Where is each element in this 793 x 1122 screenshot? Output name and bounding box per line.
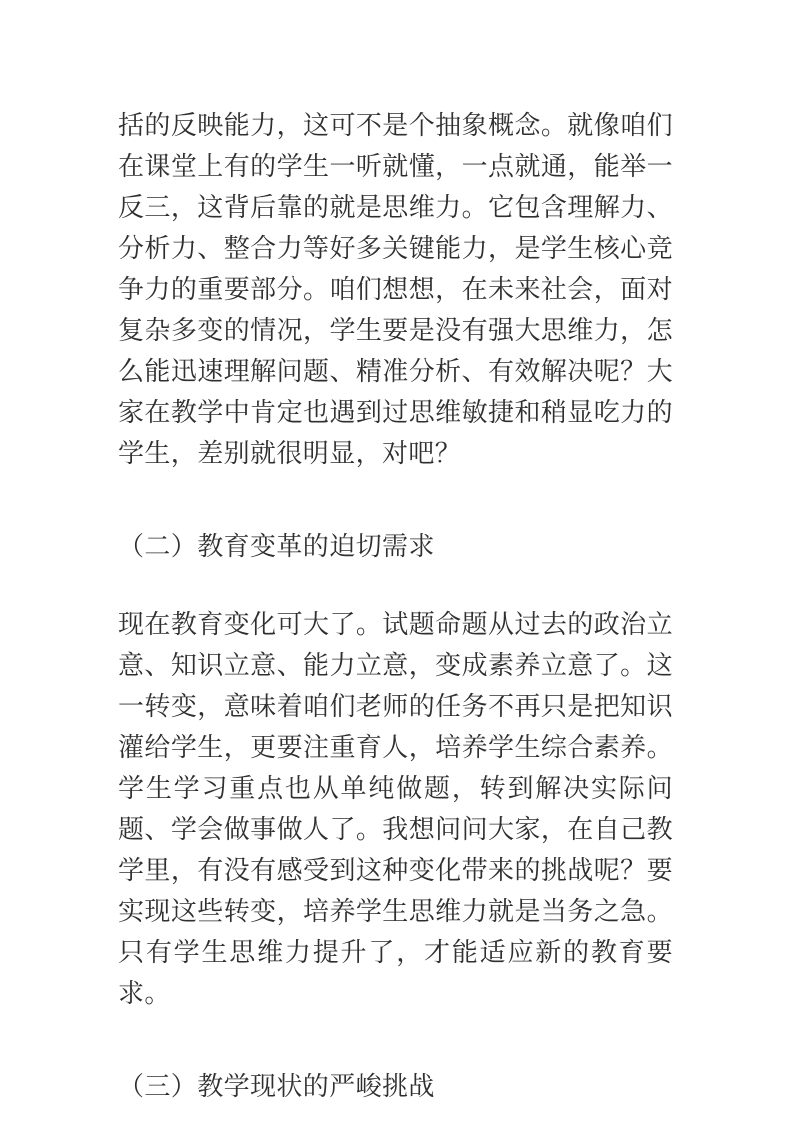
section-heading-3: （三）教学现状的严峻挑战 — [118, 1071, 435, 1101]
body-paragraph-1: 括的反映能力，这可不是个抽象概念。就像咱们在课堂上有的学生一听就懂，一点就通，能举一反三，这背后靠的就是思维力。它包含理解力、分析力、整合力等好多关键能力，是学生核心竞争力的重要部分。咱们想想，在未来社会，面对复杂多变的情况，学生要是没有强大思维力，怎么能迅速理解问题、精准分析、有效解决呢？大家在教学中肯定也遇到过思维敏捷和稍显吃力的学生，差别就很明显，对吧？ — [118, 110, 673, 468]
body-paragraph-2: 现在教育变化可大了。试题命题从过去的政治立意、知识立意、能力立意，变成素养立意了。这一转变，意味着咱们老师的任务不再只是把知识灌给学生，更要注重育人，培养学生综合素养。学生学习重点也从单纯做题，转到解决实际问题、学会做事做人了。我想问问大家，在自己教学里，有没有感受到这种变化带来的挑战呢？要实现这些转变，培养学生思维力就是当务之急。只有学生思维力提升了，才能适应新的教育要求。 — [118, 609, 673, 1008]
section-heading-2: （二）教育变革的迫切需求 — [118, 531, 435, 561]
